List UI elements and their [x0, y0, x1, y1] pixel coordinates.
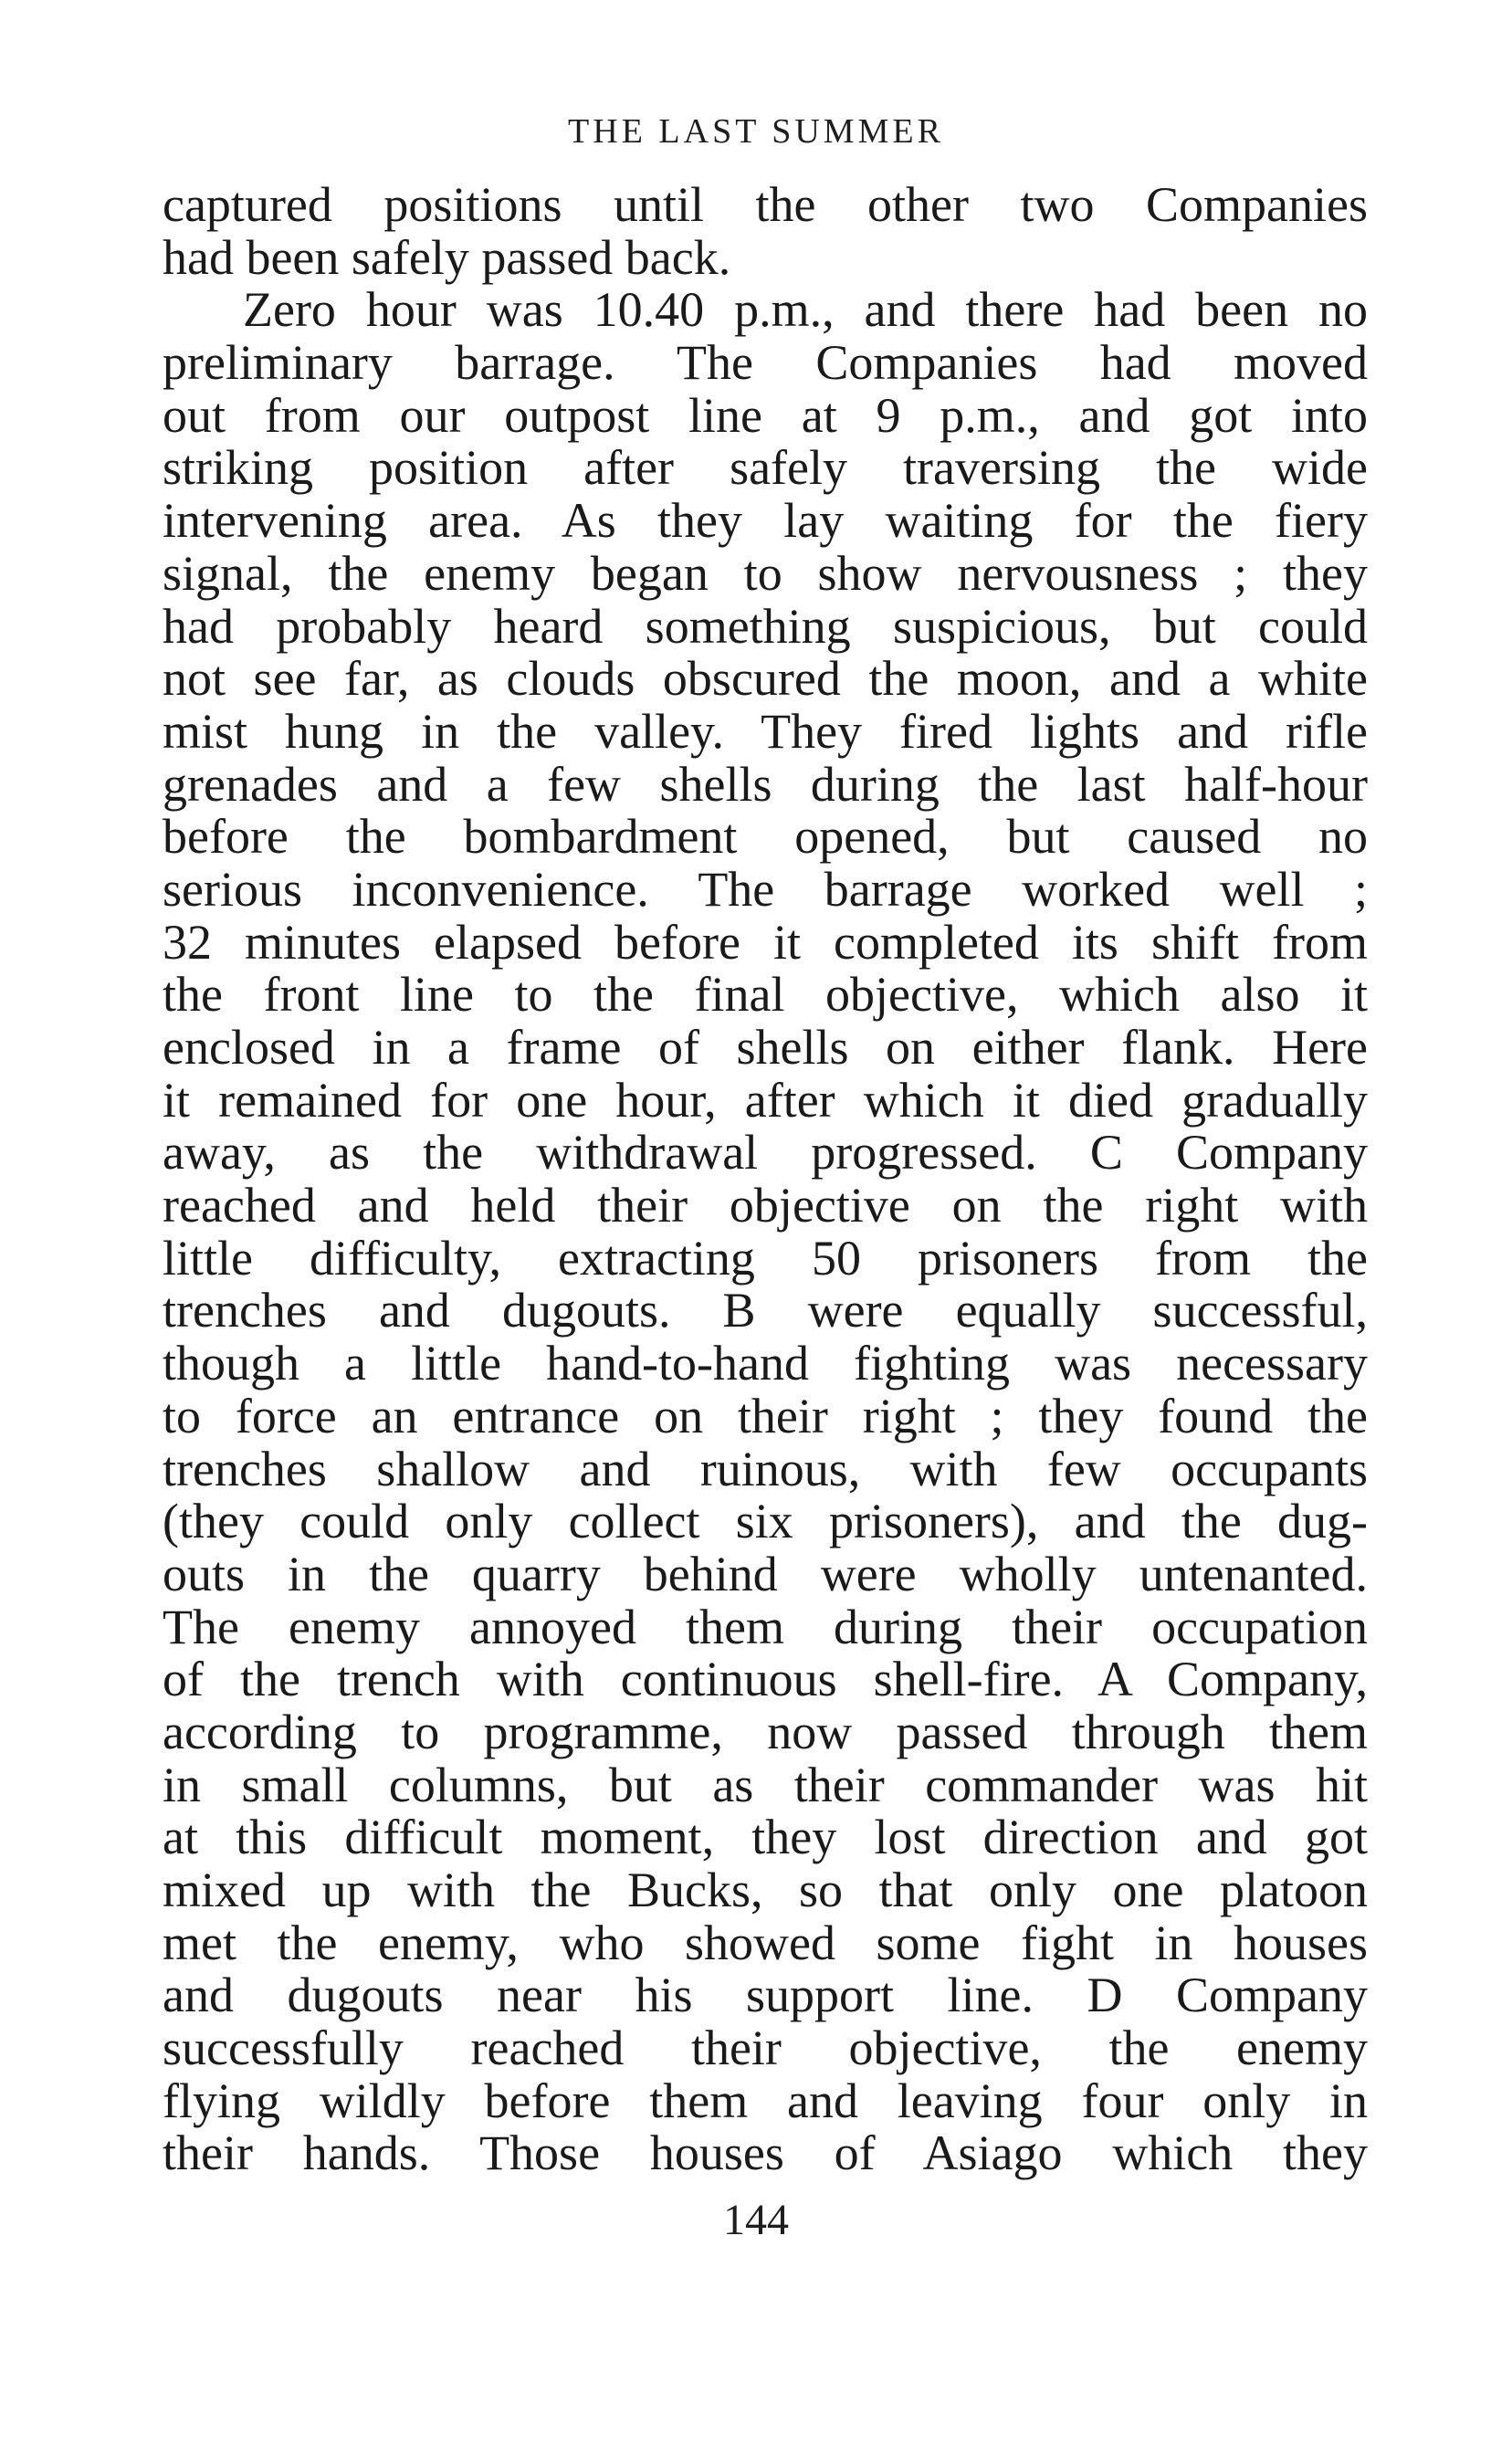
- text-line: trenches shallow and ruinous, with few occupants: [163, 1441, 1368, 1496]
- text-line: it remained for one hour, after which it died gradually: [163, 1072, 1368, 1128]
- text-line: away, as the withdrawal progressed. C Company: [163, 1125, 1368, 1181]
- text-line: the front line to the final objective, which also it: [163, 967, 1368, 1023]
- text-line: had probably heard something suspicious, but could: [163, 598, 1368, 654]
- text-line: successfully reached their objective, the enemy: [163, 2020, 1368, 2076]
- text-line: had been safely passed back.: [163, 229, 731, 285]
- text-line: mixed up with the Bucks, so that only one platoon: [163, 1863, 1368, 1917]
- body-text: [163, 179, 1368, 2180]
- text-line: not see far, as clouds obscured the moon, and a white: [163, 651, 1368, 707]
- text-line: to force an entrance on their right ; they found the: [163, 1388, 1368, 1443]
- text-line: outs in the quarry behind were wholly untenanted.: [163, 1546, 1368, 1601]
- text-line: according to programme, now passed through them: [163, 1704, 1368, 1759]
- text-line: captured positions until the other two Companies: [163, 177, 1368, 232]
- text-line: intervening area. As they lay waiting for the fiery: [163, 493, 1368, 549]
- text-line: reached and held their objective on the right with: [163, 1178, 1368, 1233]
- page-number: 144: [723, 2196, 789, 2244]
- text-line: of the trench with continuous shell-fire. A Company,: [163, 1652, 1368, 1707]
- text-line: mist hung in the valley. They fired lights and rifle: [163, 703, 1368, 759]
- text-line: enclosed in a frame of shells on either flank. Here: [163, 1020, 1368, 1075]
- text-line: before the bombardment opened, but caused no: [163, 809, 1368, 865]
- running-head: THE LAST SUMMER: [568, 112, 944, 151]
- text-line: and dugouts near his support line. D Company: [163, 1968, 1368, 2023]
- text-line: Zero hour was 10.40 p.m., and there had been no: [243, 282, 1368, 338]
- text-line: The enemy annoyed them during their occupation: [163, 1599, 1368, 1654]
- text-line: striking position after safely traversing the wide: [163, 440, 1368, 496]
- text-line: trenches and dugouts. B were equally successful,: [163, 1283, 1368, 1338]
- text-line: met the enemy, who showed some fight in houses: [163, 1915, 1368, 1970]
- text-line: little difficulty, extracting 50 prisoners from the: [163, 1230, 1368, 1286]
- text-line: at this difficult moment, they lost direction and got: [163, 1810, 1368, 1865]
- text-line: (they could only collect six prisoners), and the dug-: [163, 1494, 1368, 1549]
- text-line: out from our outpost line at 9 p.m., and got into: [163, 387, 1368, 443]
- text-line: 32 minutes elapsed before it completed its shift from: [163, 914, 1368, 970]
- text-line: their hands. Those houses of Asiago which they: [163, 2125, 1368, 2181]
- text-line: though a little hand-to-hand fighting was necessary: [163, 1336, 1368, 1391]
- text-line: flying wildly before them and leaving four only in: [163, 2073, 1368, 2128]
- text-line: preliminary barrage. The Companies had moved: [163, 335, 1368, 391]
- text-line: serious inconvenience. The barrage worked well ;: [163, 861, 1368, 917]
- text-line: signal, the enemy began to show nervousness ; they: [163, 545, 1368, 601]
- text-line: grenades and a few shells during the last half-hour: [163, 756, 1368, 812]
- text-line: in small columns, but as their commander was hit: [163, 1757, 1368, 1812]
